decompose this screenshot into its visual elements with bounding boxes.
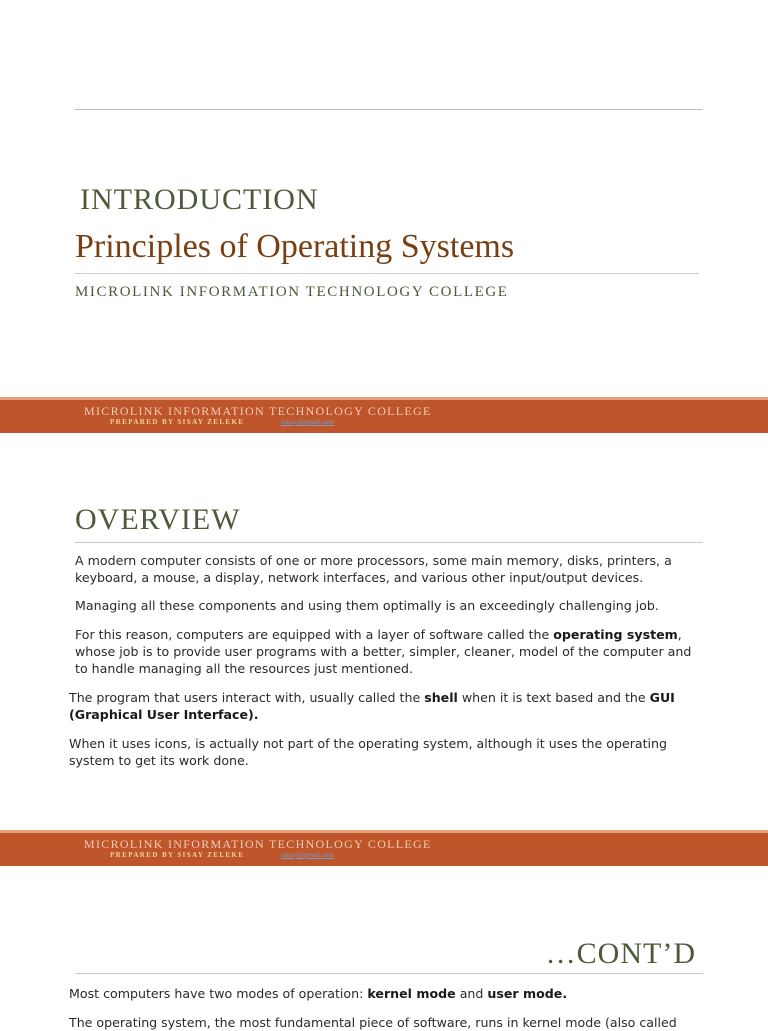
footer-college-name: MICROLINK INFORMATION TECHNOLOGY COLLEGE — [84, 404, 432, 418]
footer-college-name: MICROLINK INFORMATION TECHNOLOGY COLLEGE — [84, 837, 432, 851]
p4-text-b: when it is text based and the — [457, 690, 650, 705]
slide1-intro-heading: INTRODUCTION — [80, 183, 319, 216]
slide2-heading: OVERVIEW — [75, 503, 241, 536]
p6-bold-kernel-mode: kernel mode — [367, 986, 456, 1001]
p3-text-b: , whose job is to provide user programs with a better, simpler, cleaner, model of the computer and to handle managing all the resources just mentioned. — [75, 627, 692, 676]
overview-paragraph-5: When it uses icons, is actually not part of the operating system, although it uses the operating system to get its work done. — [69, 736, 668, 768]
p6-bold-user-mode: user mode. — [487, 986, 568, 1001]
p3-bold-operating-system: operating system — [553, 627, 678, 642]
slide1-footer-band — [0, 397, 768, 433]
slide1-top-rule — [75, 109, 703, 110]
p3-text-a: For this reason, computers are equipped with a layer of software called the — [75, 627, 554, 642]
footer-prepared-by: PREPARED BY SISAY ZELEKE — [110, 851, 245, 859]
contd-paragraph-1 — [69, 985, 701, 1002]
footer-email-link[interactable]: ssisay@gmail.com — [281, 851, 334, 859]
slide1-college-name: MICROLINK INFORMATION TECHNOLOGY COLLEGE — [75, 284, 509, 300]
slide3-heading-rule — [75, 973, 703, 974]
overview-paragraph-4 — [69, 689, 701, 723]
footer-email-link[interactable]: ssisay@gmail.com — [281, 418, 334, 426]
contd-paragraph-2: The operating system, the most fundamental piece of software, runs in kernel mode (also called — [69, 1015, 677, 1030]
footer-prepared-by: PREPARED BY SISAY ZELEKE — [110, 418, 245, 426]
slide2-heading-rule — [75, 542, 703, 543]
p4-bold-gui: GUI (Graphical User Interface). — [69, 690, 675, 722]
p4-bold-shell: shell — [424, 690, 458, 705]
slide1-title-rule — [75, 273, 699, 274]
overview-paragraph-1: A modern computer consists of one or more processors, some main memory, disks, printers, a keyboard, a mouse, a display, network interfaces, and various other input/output devices. — [75, 553, 672, 585]
slide2-footer-band — [0, 830, 768, 866]
p6-text-and: and — [455, 986, 488, 1001]
overview-paragraph-2: Managing all these components and using them optimally is an exceedingly challenging job. — [75, 598, 659, 613]
p4-text-a: The program that users interact with, usually called the — [69, 690, 425, 705]
p6-text-a: Most computers have two modes of operation: — [69, 986, 368, 1001]
slide3-heading: …CONT’D — [545, 937, 696, 970]
slide1-title: Principles of Operating Systems — [75, 228, 515, 265]
overview-paragraph-3 — [75, 626, 700, 677]
